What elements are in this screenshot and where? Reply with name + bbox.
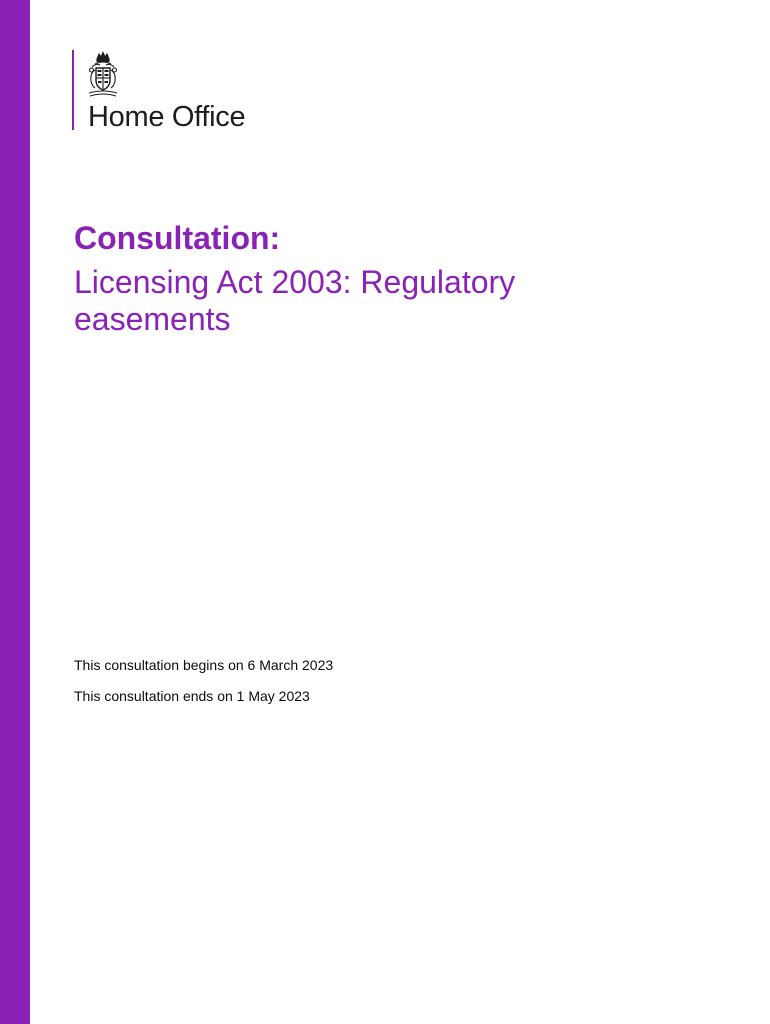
home-office-logo (72, 50, 292, 132)
document-title: Licensing Act 2003: Regulatory easements (74, 264, 516, 337)
logo-divider-rule (72, 50, 74, 130)
cover-title-block (74, 218, 674, 338)
document-type-heading: Consultation: (74, 220, 281, 256)
consultation-begin-date: This consultation begins on 6 March 2023 (74, 657, 334, 673)
purple-side-band (0, 0, 30, 1024)
royal-coat-of-arms-icon (86, 51, 120, 99)
consultation-dates (74, 656, 333, 718)
consultation-end-date: This consultation ends on 1 May 2023 (74, 688, 310, 704)
logo-wordmark: Home Office (88, 101, 246, 133)
